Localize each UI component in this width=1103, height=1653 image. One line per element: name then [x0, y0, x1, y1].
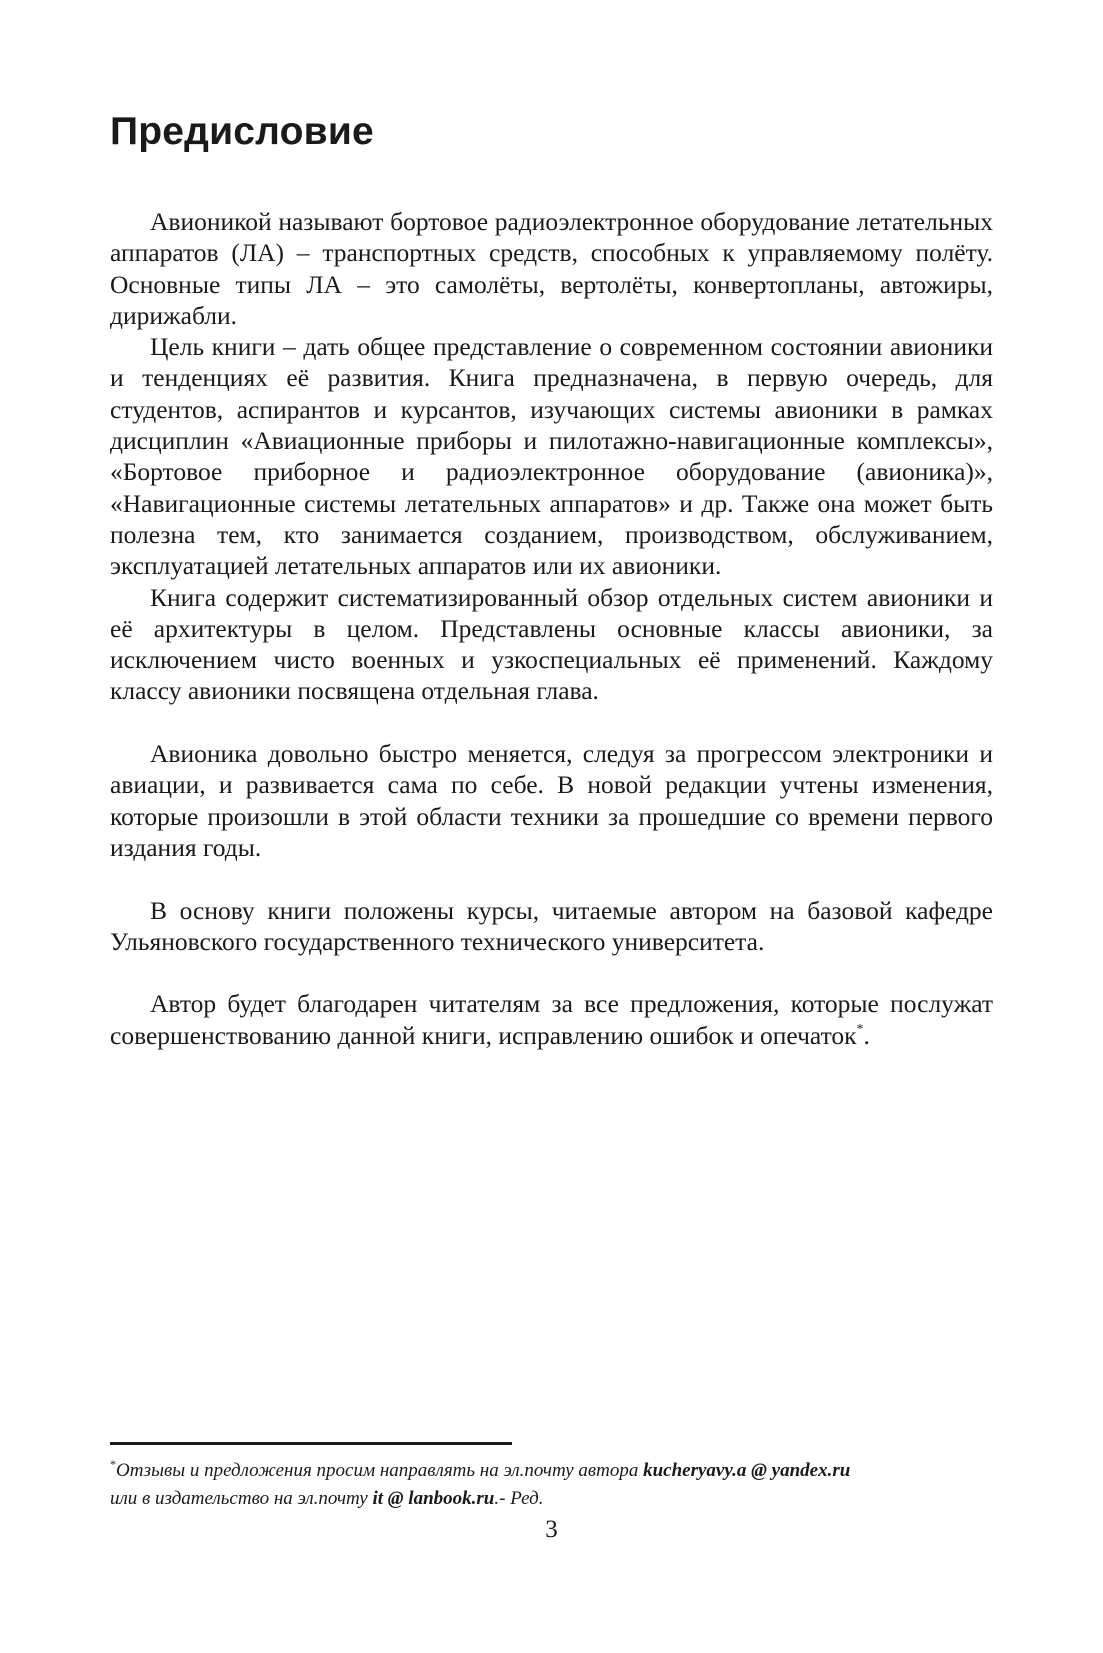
footnote-line-1 [110, 1457, 1010, 1485]
paragraph-avionics-definition: Авионикой называют бортовое радиоэлектронное оборудование летательных аппаратов (ЛА) – транспортных средств, способных к управляемому полёту. Основные типы ЛА – это самолёты, вертолёты, конвертопланы, автожиры, дирижабли. [110, 207, 993, 330]
footnote-text-2: или в издательство на эл.почту [110, 1488, 373, 1509]
page-title: Предисловие [110, 110, 374, 153]
footnote [110, 1457, 1010, 1513]
footnote-marker: * [110, 1457, 116, 1471]
footnote-text-end: .- Ред. [494, 1488, 544, 1509]
author-email[interactable]: kucheryavy.a @ yandex.ru [643, 1460, 851, 1481]
paragraph-book-goal: Цель книги – дать общее представление о современном состоянии авионики и тенденциях её развития. Книга предназначена, в первую очередь, для студентов, аспирантов и курсантов, изучающих системы авионики в рамках дисциплин «Авиационные приборы и пилотажно-навигационные комплексы», «Бортовое приборное и радиоэлектронное оборудование (авионика)», «Навигационные системы летательных аппаратов» и др. Также она может быть полезна тем, кто занимается созданием, производством, обслуживанием, эксплуатацией летательных аппаратов или их авионики. [110, 332, 993, 581]
paragraph-book-contents: Книга содержит систематизированный обзор отдельных систем авионики и её архитектуры в целом. Представлены основные классы авионики, за исключением чисто военных и узкоспециальных её применений. Каждому классу авионики посвящена отдельная глава. [110, 582, 993, 706]
paragraph-new-edition: Авионика довольно быстро меняется, следуя за прогрессом электроники и авиации, и развивается сама по себе. В новой редакции учтены изменения, которые произошли в этой области техники за прошедшие со времени первого издания годы. [110, 739, 993, 862]
paragraph-author-thanks-text: Автор будет благодарен читателям за все предложения, которые послужат совершенствованию данной книги, исправлению ошибок и опечаток [110, 989, 993, 1050]
body-text [110, 206, 993, 1051]
footnote-line-2 [110, 1485, 1010, 1513]
publisher-email[interactable]: it @ lanbook.ru [372, 1488, 495, 1509]
page-number: 3 [545, 1516, 558, 1543]
paragraph-author-thanks-end: . [863, 1020, 870, 1050]
footnote-separator [110, 1442, 512, 1445]
paragraph-author-thanks [110, 988, 993, 1051]
footnote-reference: * [856, 1021, 864, 1037]
paragraph-course-basis: В основу книги положены курсы, читаемые автором на базовой кафедре Ульяновского государственного технического университета. [110, 895, 993, 956]
footnote-text-1: Отзывы и предложения просим направлять на эл.почту автора [116, 1460, 644, 1481]
